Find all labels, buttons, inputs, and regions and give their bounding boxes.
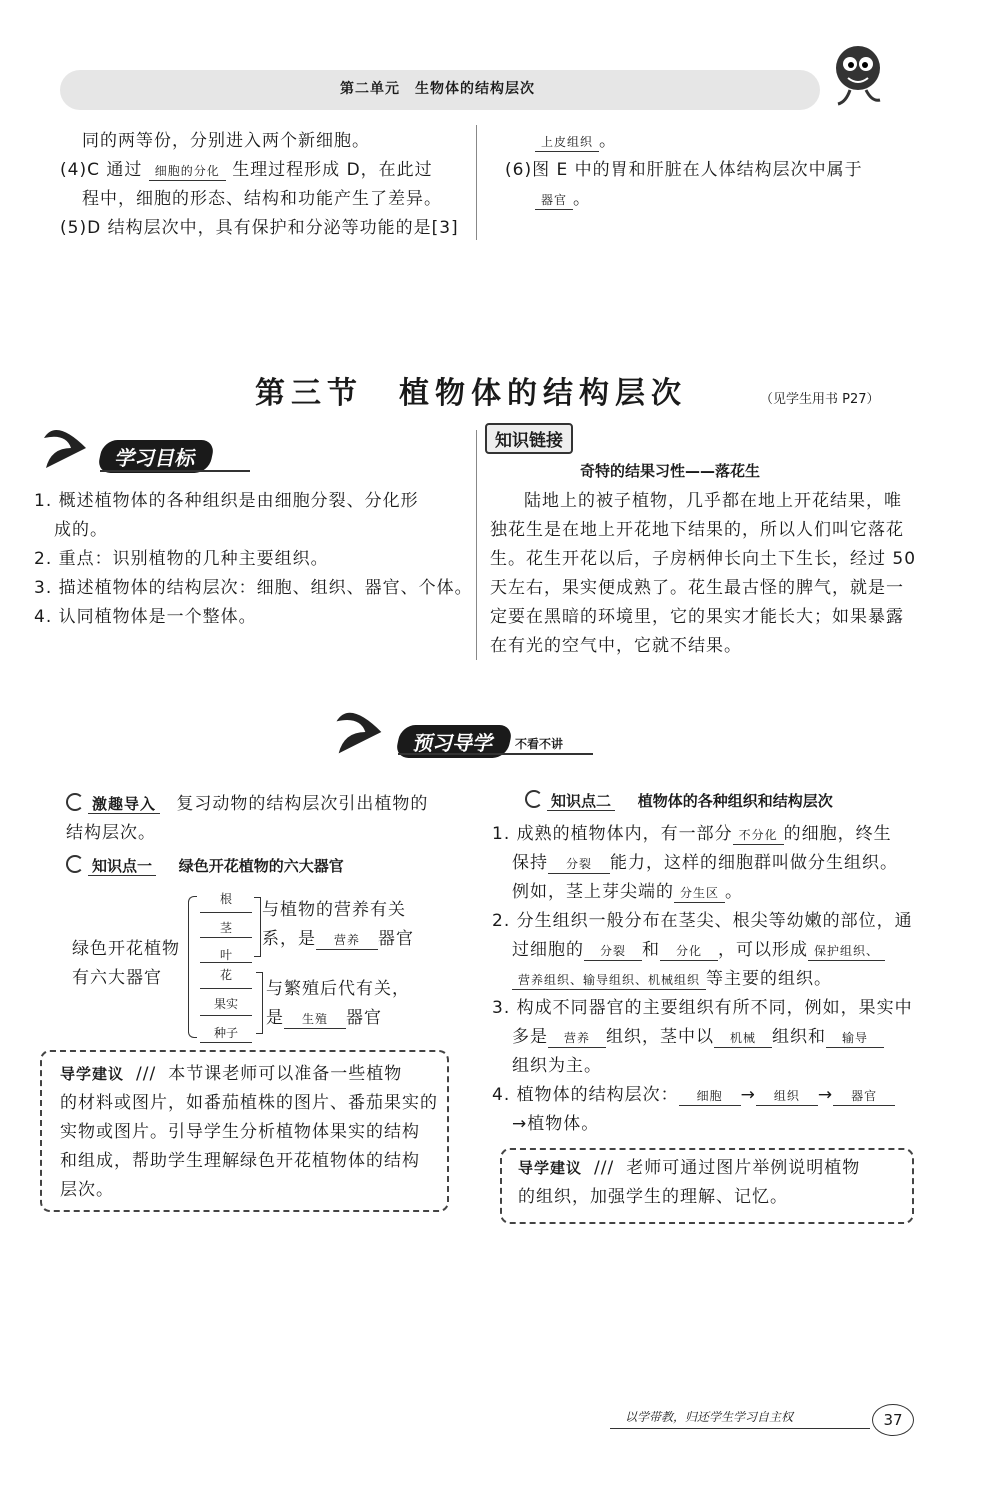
guidance-label: 导学建议 xyxy=(60,1065,125,1083)
answer-blank: 器官 xyxy=(833,1087,895,1106)
text-run: 复习动物的结构层次引出植物的 xyxy=(176,794,429,814)
text-line: 营养组织、输导组织、机械组织 等主要的组织。 xyxy=(492,965,922,994)
text-line: 1. 成熟的植物体内，有一部分 不分化 的细胞，终生 xyxy=(492,824,892,844)
organ-fruit: 果实 xyxy=(200,989,252,1016)
organ-root: 根 xyxy=(200,888,252,913)
answer-blank: 分裂 xyxy=(584,942,642,961)
text-line: 的材料或图片，如番茄植株的图片、番茄果实的 xyxy=(60,1093,438,1113)
answer-blank: 组织 xyxy=(756,1087,818,1106)
answer-blank: 生殖 xyxy=(284,1010,346,1029)
text-line xyxy=(266,1004,410,1033)
flourish-icon xyxy=(328,700,392,764)
question-6: (6)图 E 中的胃和肝脏在人体结构层次中属于 xyxy=(505,160,863,180)
top-left-block xyxy=(60,127,470,243)
badge-underline xyxy=(398,753,593,755)
answer-blank: 分生区 xyxy=(674,884,725,903)
answer-blank: 细胞 xyxy=(679,1087,741,1106)
kp2-title: 植物体的各种组织和结构层次 xyxy=(637,792,833,810)
answer-blank: 机械 xyxy=(714,1029,772,1048)
text-line: 程中，细胞的形态、结构和功能产生了差异。 xyxy=(82,189,442,209)
text-run: 系，是 xyxy=(262,929,316,949)
text-run: 生理过程形成 D，在此过 xyxy=(232,160,433,180)
text-line: 实物或图片。引导学生分析植物体果实的结构 xyxy=(60,1122,420,1142)
text-line: 结构层次。 xyxy=(66,823,156,843)
text-line: 组织为主。 xyxy=(512,1056,602,1076)
text-run: 本节课老师可以准备一些植物 xyxy=(168,1064,403,1084)
flourish-icon xyxy=(36,418,96,478)
text-run: 器官 xyxy=(346,1008,382,1028)
text-line: 保持 分裂 能力，这样的细胞群叫做分生组织。 xyxy=(512,853,898,873)
goal-item: 成的。 xyxy=(54,520,108,540)
text-line: 同的两等份，分别进入两个新细胞。 xyxy=(82,131,370,151)
organ-flower: 花 xyxy=(200,962,252,989)
answer-blank: 输导 xyxy=(826,1029,884,1048)
veg-description xyxy=(262,896,414,954)
answer-blank: 营养 xyxy=(548,1029,606,1048)
text-line: 绿色开花植物 xyxy=(72,939,180,959)
answer-blank: 器官 xyxy=(535,191,573,210)
kp1-title: 绿色开花植物的六大器官 xyxy=(178,857,344,875)
kp2-label: 知识点二 xyxy=(547,792,615,811)
text-line: 层次。 xyxy=(60,1180,114,1200)
section-title: 第三节 植物体的结构层次 xyxy=(255,376,687,411)
section-reference: （见学生用书 P27） xyxy=(760,392,880,407)
badge-underline xyxy=(100,470,250,472)
goal-item: 1. 概述植物体的各种组织是由细胞分裂、分化形 xyxy=(34,491,419,511)
text-line: 例如，茎上芽尖端的 分生区 。 xyxy=(512,882,744,902)
preview-badge: 预习导学 xyxy=(394,725,513,758)
link-title: 奇特的结果习性——落花生 xyxy=(580,462,761,480)
veg-organ-list xyxy=(200,888,252,963)
guidance-text xyxy=(60,1060,440,1205)
text-line xyxy=(262,925,414,954)
text-line: 2. 分生组织一般分布在茎尖、根尖等幼嫩的部位，通 xyxy=(492,911,913,931)
goal-item: 4. 认同植物体是一个整体。 xyxy=(34,607,257,627)
intro-label: 激趣导入 xyxy=(88,795,160,814)
moon-icon xyxy=(66,793,84,811)
preview-note: 不看不讲 xyxy=(515,737,564,751)
answer-line: 上皮组织 。 xyxy=(505,127,925,156)
footer-slogan: 以学带教，归还学生学习自主权 xyxy=(625,1410,794,1424)
text-line: 多是 营养 组织，茎中以 机械 组织和 输导 xyxy=(492,1023,922,1052)
organ-leaf: 叶 xyxy=(200,938,252,963)
text-line: 有六大器官 xyxy=(72,968,162,988)
intro-block xyxy=(66,790,471,848)
text-line: 3. 构成不同器官的主要组织有所不同，例如，果实中 xyxy=(492,998,913,1018)
kp1-lead xyxy=(72,935,180,993)
intro-line xyxy=(66,790,471,819)
footer-rule xyxy=(610,1428,870,1429)
text-line: 4. 植物体的结构层次： 细胞 → 组织 → 器官 xyxy=(492,1081,922,1110)
link-paragraph xyxy=(490,487,920,661)
organ-stem: 茎 xyxy=(200,913,252,938)
answer-blank: 分裂 xyxy=(548,855,610,874)
text-line: →植物体。 xyxy=(512,1114,600,1134)
kp1-label: 知识点一 xyxy=(88,857,156,876)
guidance-label: 导学建议 xyxy=(518,1159,583,1177)
text-line: 过细胞的 分裂 和 分化 ，可以形成 保护组织、 xyxy=(492,936,922,965)
answer-blank: 营养 xyxy=(316,931,378,950)
learning-goals-list xyxy=(34,487,474,632)
question-4 xyxy=(60,156,470,185)
moon-icon xyxy=(66,855,84,873)
rep-description xyxy=(266,975,410,1033)
knowledge-link-badge: 知识链接 xyxy=(485,423,573,454)
text-run: (4)C 通过 xyxy=(60,160,143,180)
text-line: 在有光的空气中，它就不结果。 xyxy=(490,636,742,656)
column-divider xyxy=(476,125,477,240)
text-line: 天左右，果实便成熟了。花生最古怪的脾气，就是一 xyxy=(490,578,904,598)
kp2-body xyxy=(492,820,922,1139)
page-number: 37 xyxy=(872,1404,914,1436)
answer-line: 器官 。 xyxy=(505,185,925,214)
answer-blank: 上皮组织 xyxy=(535,133,599,152)
text-line: 与植物的营养有关 xyxy=(262,900,406,920)
goal-item: 3. 描述植物体的结构层次：细胞、组织、器官、个体。 xyxy=(34,578,473,598)
rep-organ-list xyxy=(200,962,252,1043)
text-line: 和组成，帮助学生理解绿色开花植物体的结构 xyxy=(60,1151,420,1171)
column-divider xyxy=(476,430,477,660)
moon-icon xyxy=(525,790,543,808)
mascot-icon xyxy=(828,40,888,110)
text-line: 与繁殖后代有关， xyxy=(266,979,410,999)
answer-blank: 细胞的分化 xyxy=(149,162,226,181)
answer-blank: 保护组织、 xyxy=(808,942,885,961)
goal-item: 2. 重点：识别植物的几种主要组织。 xyxy=(34,549,329,569)
text-line: 生。花生开花以后，子房柄伸长向土下生长，经过 50 xyxy=(490,549,917,569)
text-line: 独花生是在地上开花地下结果的，所以人们叫它落花 xyxy=(490,520,904,540)
answer-blank: 营养组织、输导组织、机械组织 xyxy=(512,971,706,990)
answer-blank: 不分化 xyxy=(733,826,784,845)
kp1-heading xyxy=(66,855,344,876)
answer-blank: 分化 xyxy=(660,942,718,961)
text-run: 器官 xyxy=(378,929,414,949)
unit-title: 第二单元 生物体的结构层次 xyxy=(340,81,535,97)
text-run: 是 xyxy=(266,1008,284,1028)
organ-seed: 种子 xyxy=(200,1016,252,1043)
veg-bracket xyxy=(254,897,261,957)
text-run: 老师可通过图片举例说明植物 xyxy=(626,1158,861,1178)
text-line: 导学建议 /// 本节课老师可以准备一些植物 xyxy=(60,1064,403,1084)
organ-brace xyxy=(188,896,197,1038)
text-line: 定要在黑暗的环境里，它的果实才能长大；如果暴露 xyxy=(490,607,904,627)
question-5: (5)D 结构层次中，具有保护和分泌等功能的是[3] xyxy=(60,218,459,238)
kp2-heading xyxy=(525,790,833,811)
guidance-text xyxy=(518,1154,903,1212)
learning-goals-badge: 学习目标 xyxy=(96,440,215,473)
text-line: 陆地上的被子植物，几乎都在地上开花结果，唯 xyxy=(524,491,902,511)
text-line: 的组织，加强学生的理解、记忆。 xyxy=(518,1187,788,1207)
top-right-block xyxy=(505,127,925,214)
rep-bracket xyxy=(256,972,263,1034)
text-line: 导学建议 /// 老师可通过图片举例说明植物 xyxy=(518,1158,861,1178)
